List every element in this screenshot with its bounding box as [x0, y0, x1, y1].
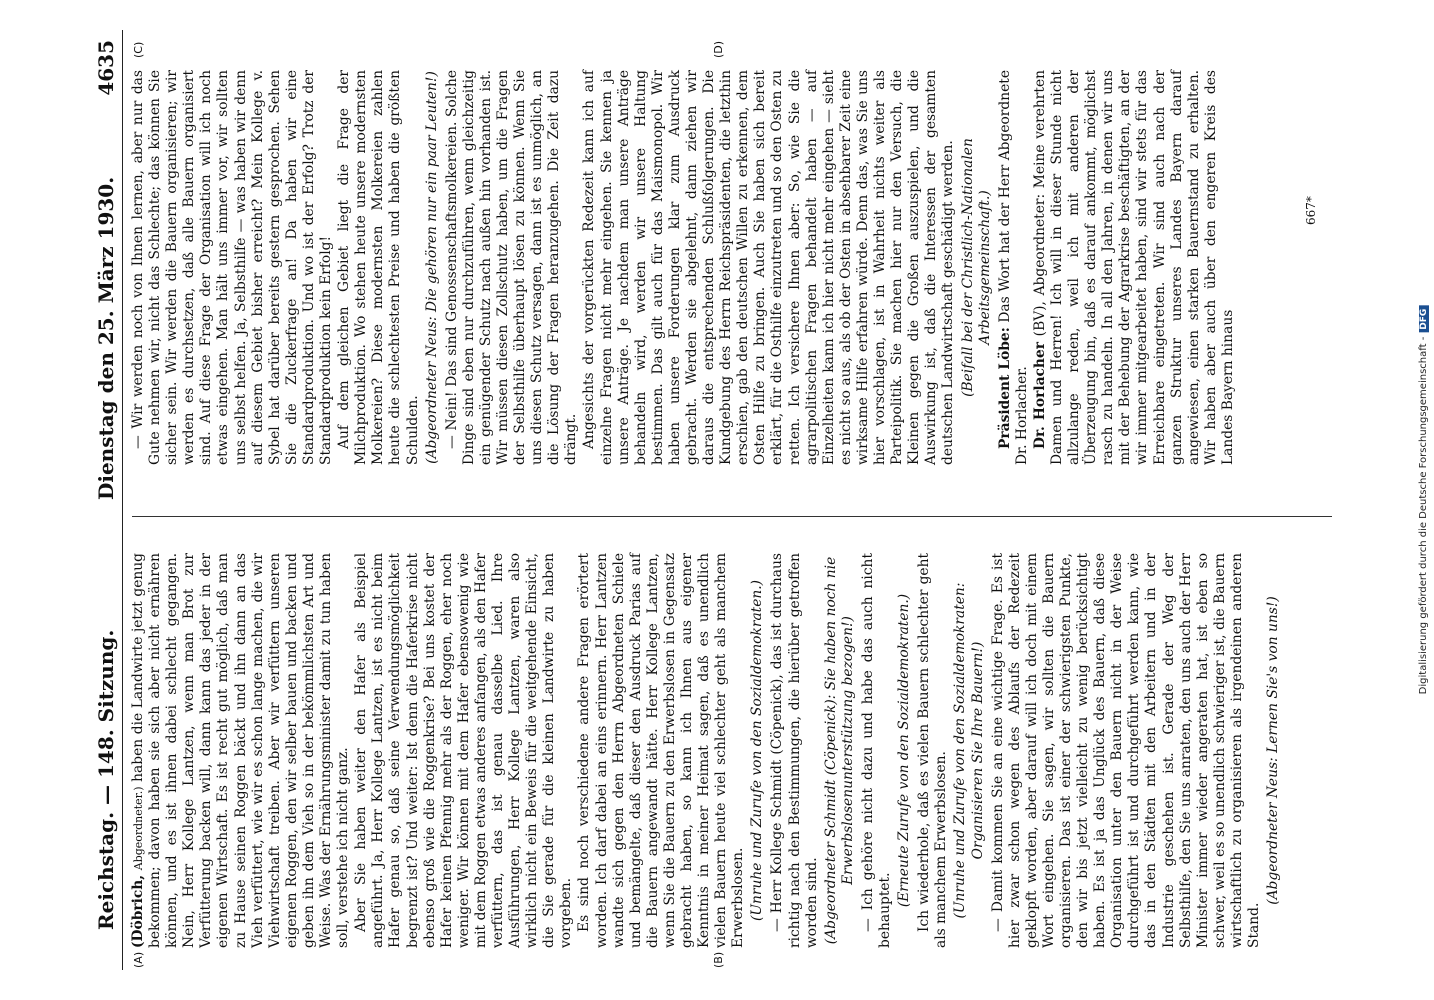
header-page-number: 4635	[94, 40, 118, 96]
header-session: Reichstag. — 148. Sitzung.	[94, 629, 118, 930]
interjection: (Abgeordneter Schmidt (Cöpenick): Sie haben noch nie Erwerbslosenunterstützung bezogen!)	[822, 556, 856, 945]
interjection: (Abgeordneter Neus: Lernen Sie's von uns!)	[1265, 596, 1282, 905]
column-divider	[132, 516, 1332, 517]
interjection: (Unruhe und Zurufe von den Sozialdemokraten: Organisieren Sie Ihre Bauern!)	[952, 582, 986, 919]
margin-letter-c: (C)	[132, 41, 145, 58]
paragraph: Ich wiederhole, daß es vielen Bauern schlechter geht als manchem Erwerbslosen.	[916, 553, 950, 948]
paragraph: Auf dem gleichen Gebiet liegt die Frage der Milchproduktion. Wo stehen heute unsere modernsten Molkereien? Diese modernsten Molkereien zahlen heute die schlechtesten Preise und haben die größten Schulden.	[336, 70, 421, 465]
left-column	[130, 553, 1285, 948]
paragraph: Angesichts der vorgerückten Redezeit kann ich auf einzelne Fragen nicht mehr eingehen. Sie kennen ja unsere Anträge. Je nachdem man unsere Anträge behandeln wird, werden wir unsere Haltung bestimmen. Das gilt auch für das Maismonopol. Wir haben unsere Forderungen klar zum Ausdruck gebracht. Werden sie abgelehnt, dann ziehen wir daraus die entsprechenden Schlußfolgerungen. Die Kundgebung des Herrn Reichspräsidenten, die letzthin erschien, gab den deutschen Willen zu erkennen, dem Osten Hilfe zu bringen. Auch Sie haben sich bereit erklärt, für die Osthilfe einzutreten und so den Osten zu retten. Ich versichere Ihnen aber: So, wie Sie die agrarpolitischen Fragen behandelt haben — auf Einzelheiten kann ich hier nicht mehr eingehen — sieht es nicht so aus, als ob der Osten in absehbarer Zeit eine wirksame Hilfe erfahren würde. Denn das, was Sie uns hier vorschlagen, ist in Wahrheit nichts weiter als Parteipolitik. Sie machen hier nur den Versuch, die Kleinen gegen die Großen auszuspielen, und die Auswirkung ist, daß die Interessen der gesamten deutschen Landwirtschaft geschädigt werden.	[581, 70, 957, 465]
digitization-text: Digitalisierung gefördert durch die Deutsche Forschungsgemeinschaft -	[1418, 336, 1429, 695]
header-date: Dienstag den 25. März 1930.	[94, 176, 118, 500]
margin-letter-b: (B)	[712, 951, 725, 968]
interjection: (Abgeordneter Neus: Die gehören nur ein paar Leuten!)	[423, 71, 440, 464]
speaker-name: Dr. Horlacher	[1031, 341, 1048, 449]
paragraph	[997, 70, 1031, 465]
paragraph-text: (BV), Abgeordneter: Meine verehrten Damen und Herren! Ich will in dieser Stunde nicht allzulange reden, weil ich mit anderen der Überzeugung bin, daß es darauf ankommt, möglichst rasch zu handeln. In all den Jahren, in denen wir uns mit der Behebung der Agrarkrise beschäftigten, an der wir immer mitgearbeitet haben, sind wir stets für das Erreichbare eingetreten. Wir sind auch nach der ganzen Struktur unseres Landes Bayern darauf angewiesen, einen starken Bauernstand zu erhalten. Wir haben aber auch über den engeren Kreis des Landes Bayern hinaus	[1031, 70, 1236, 465]
paragraph-text: Das Wort hat der Herr Abgeordnete Dr. Horlacher.	[996, 70, 1030, 465]
paragraph	[1032, 70, 1237, 465]
document-page	[92, 30, 1392, 970]
paragraph-text: haben die Landwirte jetzt genug bekommen; davon haben sie sich aber nicht ernähren können, und es ist ihnen dabei schlecht gegangen. Nein, Herr Kollege Lantzen, wenn man Brot zur Verfütterung backen will, dann kann das jeder in der eigenen Wirtschaft. Es ist recht gut möglich, daß man zu Hause seinen Roggen bäckt und ihn dann an das Vieh verfüttert, wie wir es schon lange machen, die wir Viehwirtschaft treiben. Aber wir verfüttern unseren eigenen Roggen, den wir selber bauen und backen und geben ihn dem Vieh so in der bekömmlichsten Art und Weise. Was der Ernährungsminister damit zu tun haben soll, verstehe ich nicht ganz.	[130, 553, 352, 948]
page-header	[92, 30, 123, 970]
paragraph: — Damit kommen Sie an eine wichtige Frage. Es ist hier zwar schon wegen des Ablaufs der Redezeit geklopft worden, aber darauf will ich doch mit einem Wort eingehen. Sie sagen, wir sollten die Bauern organisieren. Das ist einer der schwierigsten Punkte, den wir bis jetzt vielleicht zu wenig berücksichtigt haben. Es ist ja das Unglück des Bauern, daß diese Organisation unter den Bauern nicht in der Weise durchgeführt ist und durchgeführt werden kann, wie das in den Städten mit den Arbeitern und in der Industrie geschehen ist. Gerade der Weg der Selbsthilfe, den Sie uns anraten, den uns auch der Herr Minister immer wieder angeraten hat, ist eben so schwer, weil es so unendlich schwieriger ist, die Bauern wirtschaftlich zu organisieren als irgendeinen anderen Stand.	[989, 553, 1262, 948]
footer-mark: 667*	[1304, 196, 1318, 225]
paragraph	[130, 553, 352, 948]
paragraph: — Wir werden noch von Ihnen lernen, aber nur das Gute nehmen wir, nicht das Schlechte; das können Sie sicher sein. Wir werden die Bauern organisieren; wir werden es durchsetzen, daß alle Bauern organisiert sind. Auf diese Frage der Organisation will ich noch etwas eingehen. Man hält uns immer vor, wir sollten uns selbst helfen. Ja, Selbsthilfe — was haben wir denn auf diesem Gebiet bisher erreicht? Mein Kollege v. Sybel hat darüber bereits gestern gesprochen. Sehen Sie die Zuckerfrage an! Da haben wir eine Standardproduktion. Und wo ist der Erfolg? Trotz der Standardproduktion kein Erfolg!	[130, 70, 335, 465]
interjection: (Beifall bei der Christlich-Nationalen Arbeitsgemeinschaft.)	[959, 138, 993, 397]
dfg-logo: DFG	[1419, 306, 1429, 333]
paragraph: Aber Sie haben weiter den Hafer als Beispiel angeführt. Ja, Herr Kollege Lantzen, ist es nicht beim Hafer genau so, daß seine Verwendungsmöglichkeit begrenzt ist? Und weiter: Ist denn die Haferkrise nicht ebenso groß wie die Roggenkrise? Bei uns kostet der Hafer keinen Pfennig mehr als der Roggen, eher noch weniger. Wir können mit dem Hafer ebensowenig wie mit dem Roggen etwas anderes anfangen, als den Hafer verfüttern, das ist genau dasselbe Lied. Ihre Ausführungen, Herr Kollege Lantzen, waren also wirklich nicht ein Beweis für die weitgehende Einsicht, die Sie gerade für die kleinen Landwirte zu haben vorgeben.	[353, 553, 575, 948]
margin-letter-d: (D)	[712, 40, 725, 58]
paragraph: — Ich gehöre nicht dazu und habe das auch nicht behauptet.	[859, 553, 894, 948]
speaker-name: Präsident Löbe:	[996, 327, 1013, 449]
right-column	[130, 70, 1238, 465]
paragraph: Es sind noch verschiedene andere Fragen erörtert worden. Ich darf dabei an eins erinnern. Herr Lantzen wandte sich gegen den Herrn Abgeordneten Schiele und bemängelte, daß dieser den Ausdruck Parias auf die Bauern angewandt hätte. Herr Kollege Lantzen, wenn Sie die Bauern zu den Erwerbslosen in Gegensatz gebracht haben, so kann ich Ihnen aus eigener Kenntnis in meiner Heimat sagen, daß es unendlich vielen Bauern heute viel schlechter geht als manchem Erwerbslosen.	[576, 553, 747, 948]
paragraph: — Herr Kollege Schmidt (Cöpenick), das ist durchaus richtig nach den Bestimmungen, die hierüber getroffen worden sind.	[769, 553, 820, 948]
interjection: (Unruhe und Zurufe von den Sozialdemokraten.)	[749, 579, 766, 922]
interjection: (Erneute Zurufe von den Sozialdemokraten.)	[896, 593, 913, 908]
paragraph: — Nein! Das sind Genossenschaftsmolkereien. Solche Dinge sind eben nur durchzuführen, wenn gleichzeitig ein genügender Schutz nach außen hin vorhanden ist. Wir müssen diesen Zollschutz haben, um die Fragen der Selbsthilfe überhaupt lösen zu können. Wenn Sie uns diesen Schutz versagen, dann ist es unmöglich, an die Lösung der Fragen heranzugehen. Die Zeit dazu drängt.	[443, 70, 580, 465]
speaker-note: Abgeordneter.)	[132, 786, 145, 871]
digitization-notice	[1418, 306, 1429, 695]
margin-letter-a: (A)	[132, 951, 145, 968]
speaker-name: (Döbrich,	[130, 874, 146, 948]
